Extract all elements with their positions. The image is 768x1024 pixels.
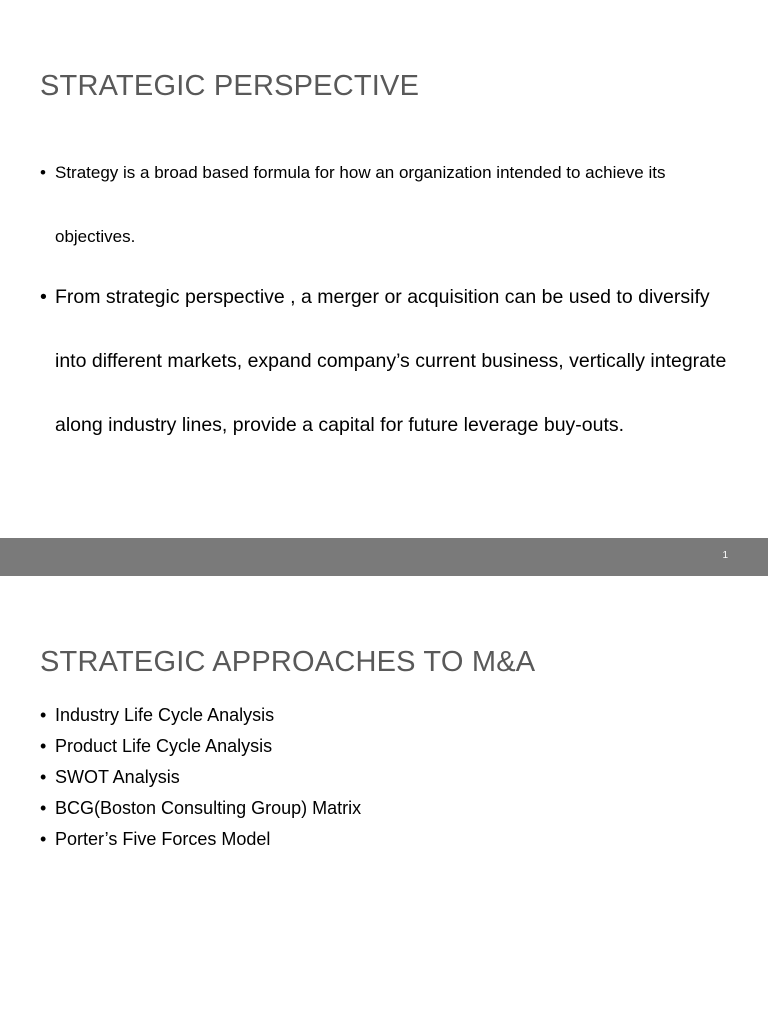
bullet-dot-icon: • (40, 736, 47, 756)
slide-2-bullet-4 (40, 793, 738, 824)
slide-1-bullet-2 (40, 265, 738, 457)
bullet-text: SWOT Analysis (55, 767, 180, 787)
slide-2 (0, 576, 768, 1024)
slide-1-bullet-list (40, 158, 738, 457)
slide-2-bullet-list (40, 700, 738, 855)
slide-2-bullet-2 (40, 731, 738, 762)
slide-2-bullet-3 (40, 762, 738, 793)
bullet-dot-icon: • (40, 163, 46, 182)
slide-2-bullet-5 (40, 824, 738, 855)
bullet-text: Industry Life Cycle Analysis (55, 705, 275, 725)
bullet-text: Product Life Cycle Analysis (55, 736, 273, 756)
page-number: 1 (722, 550, 728, 561)
slide-1-bullet-1 (40, 141, 738, 269)
bullet-dot-icon: • (40, 798, 47, 818)
bullet-text: Strategy is a broad based formula for how an organization intended to achieve its objectives. (55, 163, 666, 246)
bullet-dot-icon: • (40, 767, 47, 787)
bullet-dot-icon: • (40, 829, 47, 849)
slide-2-bullet-1 (40, 700, 738, 731)
slide-footer-bar (0, 538, 768, 576)
slide-1-title: STRATEGIC PERSPECTIVE (40, 70, 420, 102)
bullet-text: Porter’s Five Forces Model (55, 829, 271, 849)
slide-2-title: STRATEGIC APPROACHES TO M&A (40, 646, 536, 678)
bullet-text: From strategic perspective , a merger or acquisition can be used to diversify into different markets, expand company’s current business, vertically integrate along industry lines, provide a capital for future leverage buy-outs. (55, 286, 727, 436)
bullet-dot-icon: • (40, 705, 47, 725)
bullet-text: BCG(Boston Consulting Group) Matrix (55, 798, 362, 818)
bullet-dot-icon: • (40, 286, 47, 308)
